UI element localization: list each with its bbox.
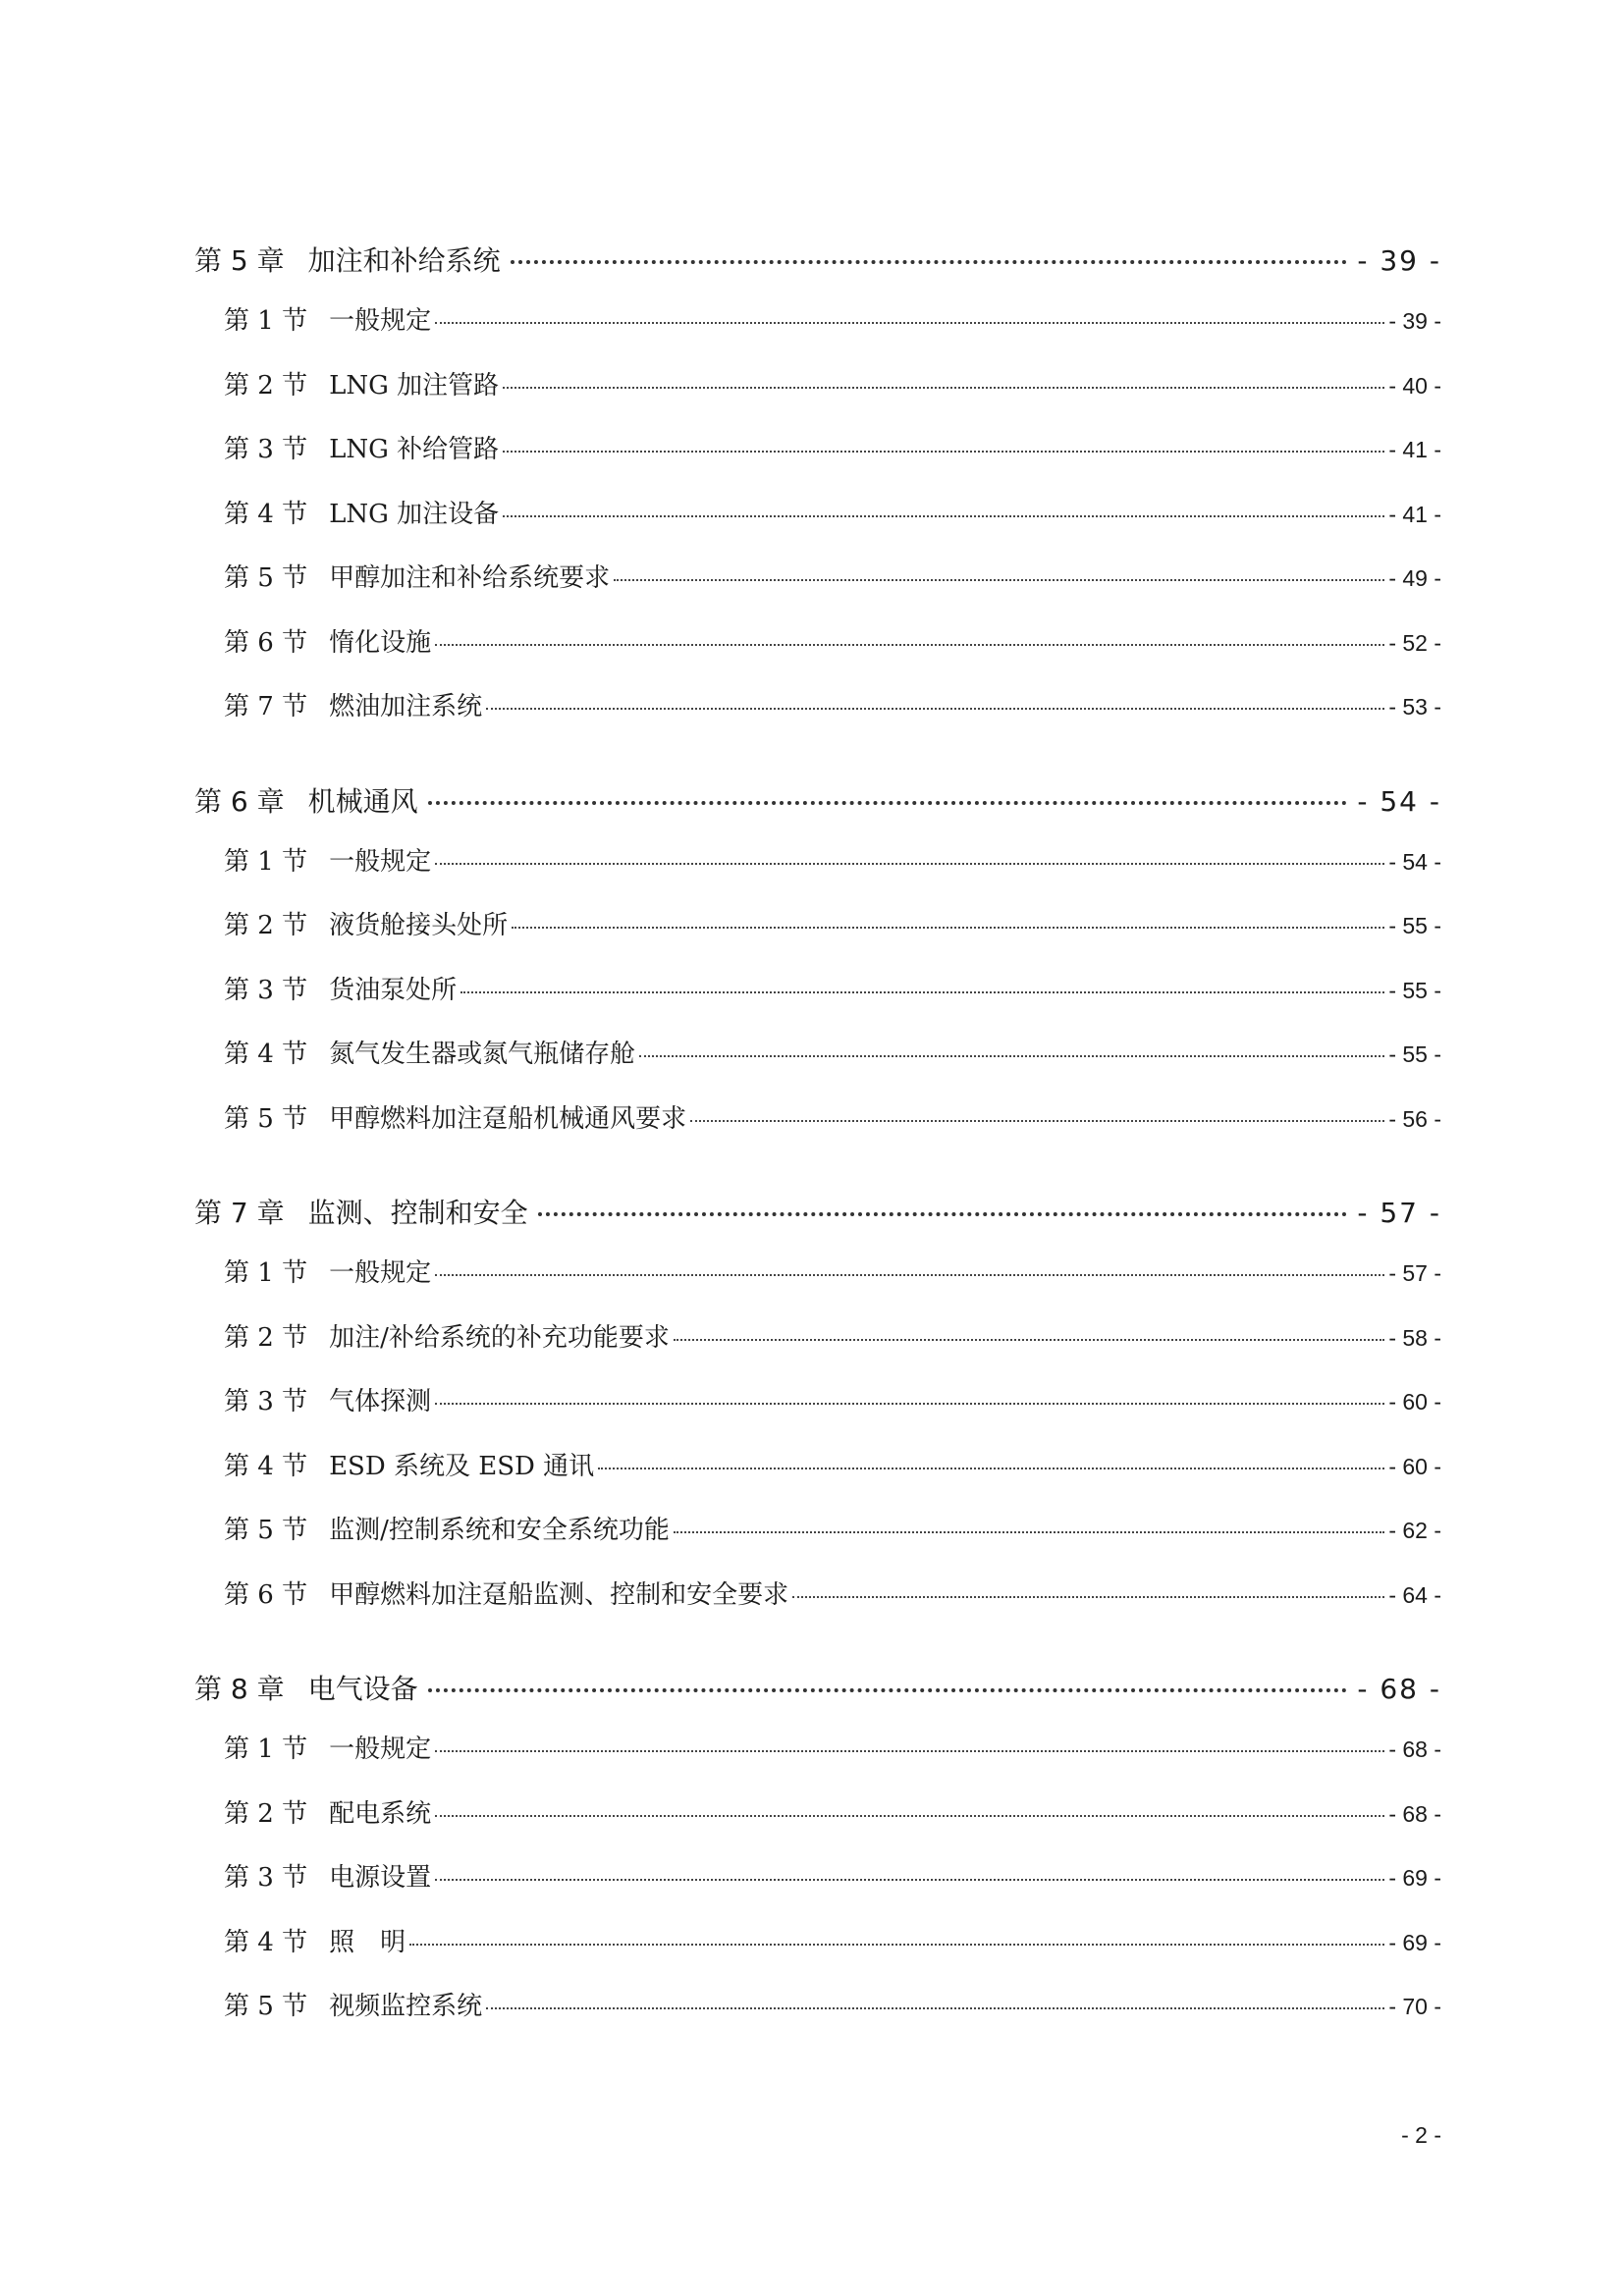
toc-section-entry[interactable] <box>224 1098 1441 1163</box>
section-page-number: - 40 - <box>1388 372 1441 399</box>
section-label <box>224 1986 482 2022</box>
section-title: 一般规定 <box>329 306 432 336</box>
section-title: 气体探测 <box>329 1387 432 1416</box>
section-number: 第 2 节 <box>224 1798 308 1829</box>
section-page-number: - 57 - <box>1388 1260 1441 1286</box>
section-title: 氮气发生器或氮气瓶储存舱 <box>329 1040 636 1069</box>
section-title: 液货舱接头处所 <box>329 911 509 940</box>
section-label <box>224 1098 686 1135</box>
toc-section-entry[interactable] <box>224 622 1441 687</box>
chapter-page-number: - 39 - <box>1357 244 1441 277</box>
section-page-number: - 55 - <box>1388 913 1441 938</box>
section-number: 第 5 节 <box>224 1516 308 1545</box>
section-number: 第 1 节 <box>224 846 308 877</box>
toc-section-entry[interactable] <box>224 841 1441 906</box>
chapter-page-number: - 68 - <box>1357 1673 1441 1705</box>
section-title: LNG 加注设备 <box>329 499 500 529</box>
section-label <box>224 1381 431 1417</box>
section-number: 第 2 节 <box>224 370 308 400</box>
toc-section-entry[interactable] <box>224 1253 1441 1317</box>
section-label <box>224 1793 431 1830</box>
section-page-number: - 64 - <box>1388 1581 1441 1608</box>
section-label <box>224 558 610 594</box>
section-page-number: - 60 - <box>1388 1389 1441 1415</box>
toc-section-entry[interactable] <box>224 365 1441 430</box>
toc-section-entry[interactable] <box>224 1729 1441 1793</box>
section-label <box>224 686 482 722</box>
section-number: 第 7 节 <box>224 692 308 721</box>
section-label <box>224 365 499 401</box>
section-label <box>224 1034 635 1070</box>
section-page-number: - 69 - <box>1388 1929 1441 1955</box>
chapter-number: 第 5 章 <box>194 244 285 277</box>
dot-leader <box>409 1944 1384 1946</box>
section-title: 甲醇燃料加注趸船监测、控制和安全要求 <box>329 1579 789 1610</box>
toc-section-entry[interactable] <box>224 905 1441 970</box>
section-number: 第 2 节 <box>224 911 308 940</box>
toc-section-entry[interactable] <box>224 970 1441 1035</box>
section-label <box>224 1729 431 1765</box>
chapter-title: 机械通风 <box>307 784 418 818</box>
section-page-number: - 55 - <box>1388 1041 1441 1067</box>
section-title: 加注/补给系统的补充功能要求 <box>329 1322 670 1353</box>
section-page-number: - 49 - <box>1388 565 1441 591</box>
section-label <box>224 1575 788 1611</box>
section-number: 第 1 节 <box>224 1735 308 1764</box>
dot-leader <box>674 1339 1384 1341</box>
section-title: LNG 补给管路 <box>329 435 500 464</box>
section-page-number: - 70 - <box>1388 1994 1441 2019</box>
section-number: 第 6 节 <box>224 627 308 658</box>
section-title: 甲醇燃料加注趸船机械通风要求 <box>329 1103 687 1134</box>
section-label <box>224 1922 406 1958</box>
section-label <box>224 1857 431 1894</box>
dot-leader <box>792 1596 1384 1598</box>
toc-section-entry[interactable] <box>224 686 1441 751</box>
dot-leader <box>503 387 1384 389</box>
section-page-number: - 60 - <box>1388 1453 1441 1479</box>
section-title: 惰化设施 <box>329 627 432 658</box>
dot-leader <box>512 927 1384 929</box>
section-number: 第 3 节 <box>224 1387 308 1416</box>
section-label <box>224 300 431 337</box>
dot-leader <box>674 1531 1384 1533</box>
section-label <box>224 1317 670 1354</box>
dot-leader <box>690 1120 1384 1122</box>
chapter-page-number: - 54 - <box>1357 784 1441 818</box>
chapter-label <box>194 1668 418 1707</box>
toc-chapter-entry[interactable] <box>194 240 1441 289</box>
section-label <box>224 905 508 941</box>
dot-leader <box>428 1688 1348 1692</box>
dot-leader <box>435 1403 1384 1405</box>
table-of-contents <box>194 240 1441 2051</box>
chapter-title: 加注和补给系统 <box>307 244 501 277</box>
section-number: 第 3 节 <box>224 1863 308 1893</box>
dot-leader <box>435 1879 1384 1881</box>
section-page-number: - 69 - <box>1388 1865 1441 1891</box>
toc-section-entry[interactable] <box>224 1986 1441 2051</box>
dot-leader <box>435 644 1384 646</box>
section-number: 第 1 节 <box>224 1258 308 1288</box>
section-label <box>224 1253 431 1289</box>
chapter-number: 第 8 章 <box>194 1673 285 1705</box>
section-title: 货油泵处所 <box>329 975 458 1005</box>
toc-section-entry[interactable] <box>224 1793 1441 1858</box>
dot-leader <box>435 322 1384 324</box>
section-number: 第 4 节 <box>224 1040 308 1069</box>
section-number: 第 4 节 <box>224 1451 308 1481</box>
section-label <box>224 970 457 1006</box>
section-number: 第 4 节 <box>224 1927 308 1957</box>
section-title: 监测/控制系统和安全系统功能 <box>329 1516 670 1545</box>
toc-section-entry[interactable] <box>224 1034 1441 1098</box>
toc-section-entry[interactable] <box>224 1857 1441 1922</box>
section-page-number: - 68 - <box>1388 1736 1441 1762</box>
page-number-footer: - 2 - <box>1401 2122 1441 2148</box>
section-title: 照 明 <box>329 1927 406 1957</box>
section-label <box>224 494 499 530</box>
section-number: 第 5 节 <box>224 1103 308 1134</box>
dot-leader <box>435 1815 1384 1817</box>
section-title: 电源设置 <box>329 1863 432 1893</box>
section-page-number: - 55 - <box>1388 977 1441 1003</box>
section-label <box>224 1510 670 1546</box>
chapter-title: 监测、控制和安全 <box>307 1197 528 1229</box>
chapter-label <box>194 240 501 279</box>
toc-section-entry[interactable] <box>224 1575 1441 1639</box>
section-number: 第 3 节 <box>224 435 308 464</box>
section-number: 第 6 节 <box>224 1579 308 1610</box>
section-page-number: - 41 - <box>1388 501 1441 527</box>
toc-section-entry[interactable] <box>224 1446 1441 1511</box>
dot-leader <box>598 1468 1384 1469</box>
section-number: 第 3 节 <box>224 975 308 1005</box>
dot-leader <box>503 451 1384 453</box>
section-page-number: - 39 - <box>1388 308 1441 334</box>
toc-section-entry[interactable] <box>224 300 1441 365</box>
dot-leader <box>639 1055 1384 1057</box>
dot-leader <box>435 863 1384 865</box>
section-title: 视频监控系统 <box>329 1992 483 2021</box>
toc-section-entry[interactable] <box>224 494 1441 559</box>
section-label <box>224 429 499 465</box>
section-title: 一般规定 <box>329 1258 432 1288</box>
section-title: LNG 加注管路 <box>329 370 500 400</box>
section-page-number: - 62 - <box>1388 1518 1441 1543</box>
section-number: 第 1 节 <box>224 306 308 336</box>
dot-leader <box>460 991 1384 993</box>
section-title: ESD 系统及 ESD 通讯 <box>329 1451 595 1481</box>
section-number: 第 5 节 <box>224 563 308 593</box>
chapter-label <box>194 1192 528 1231</box>
chapter-number: 第 6 章 <box>194 784 285 818</box>
section-page-number: - 58 - <box>1388 1324 1441 1351</box>
section-title: 一般规定 <box>329 846 432 877</box>
toc-section-entry[interactable] <box>224 1381 1441 1446</box>
section-page-number: - 52 - <box>1388 629 1441 656</box>
section-number: 第 5 节 <box>224 1992 308 2021</box>
section-title: 一般规定 <box>329 1735 432 1764</box>
dot-leader <box>538 1212 1348 1216</box>
toc-chapter-entry[interactable] <box>194 1668 1441 1717</box>
toc-chapter-entry[interactable] <box>194 1192 1441 1241</box>
dot-leader <box>486 2007 1384 2009</box>
toc-section-entry[interactable] <box>224 1922 1441 1987</box>
chapter-page-number: - 57 - <box>1357 1197 1441 1229</box>
dot-leader <box>435 1750 1384 1752</box>
chapter-title: 电气设备 <box>307 1673 418 1705</box>
section-label <box>224 1446 594 1482</box>
section-page-number: - 53 - <box>1388 694 1441 720</box>
dot-leader <box>511 260 1348 264</box>
section-number: 第 4 节 <box>224 499 308 529</box>
section-page-number: - 54 - <box>1388 848 1441 875</box>
toc-section-entry[interactable] <box>224 1510 1441 1575</box>
toc-section-entry[interactable] <box>224 1317 1441 1382</box>
section-page-number: - 56 - <box>1388 1105 1441 1132</box>
dot-leader <box>428 801 1348 805</box>
chapter-number: 第 7 章 <box>194 1197 285 1229</box>
section-label <box>224 622 431 659</box>
section-title: 燃油加注系统 <box>329 692 483 721</box>
dot-leader <box>503 515 1384 517</box>
section-page-number: - 68 - <box>1388 1800 1441 1827</box>
dot-leader <box>486 708 1384 710</box>
dot-leader <box>614 579 1384 581</box>
section-title: 甲醇加注和补给系统要求 <box>329 563 611 593</box>
section-title: 配电系统 <box>329 1798 432 1829</box>
chapter-label <box>194 780 418 820</box>
toc-section-entry[interactable] <box>224 558 1441 622</box>
dot-leader <box>435 1274 1384 1276</box>
section-page-number: - 41 - <box>1388 437 1441 462</box>
section-number: 第 2 节 <box>224 1322 308 1353</box>
toc-chapter-entry[interactable] <box>194 780 1441 829</box>
toc-section-entry[interactable] <box>224 429 1441 494</box>
section-label <box>224 841 431 878</box>
